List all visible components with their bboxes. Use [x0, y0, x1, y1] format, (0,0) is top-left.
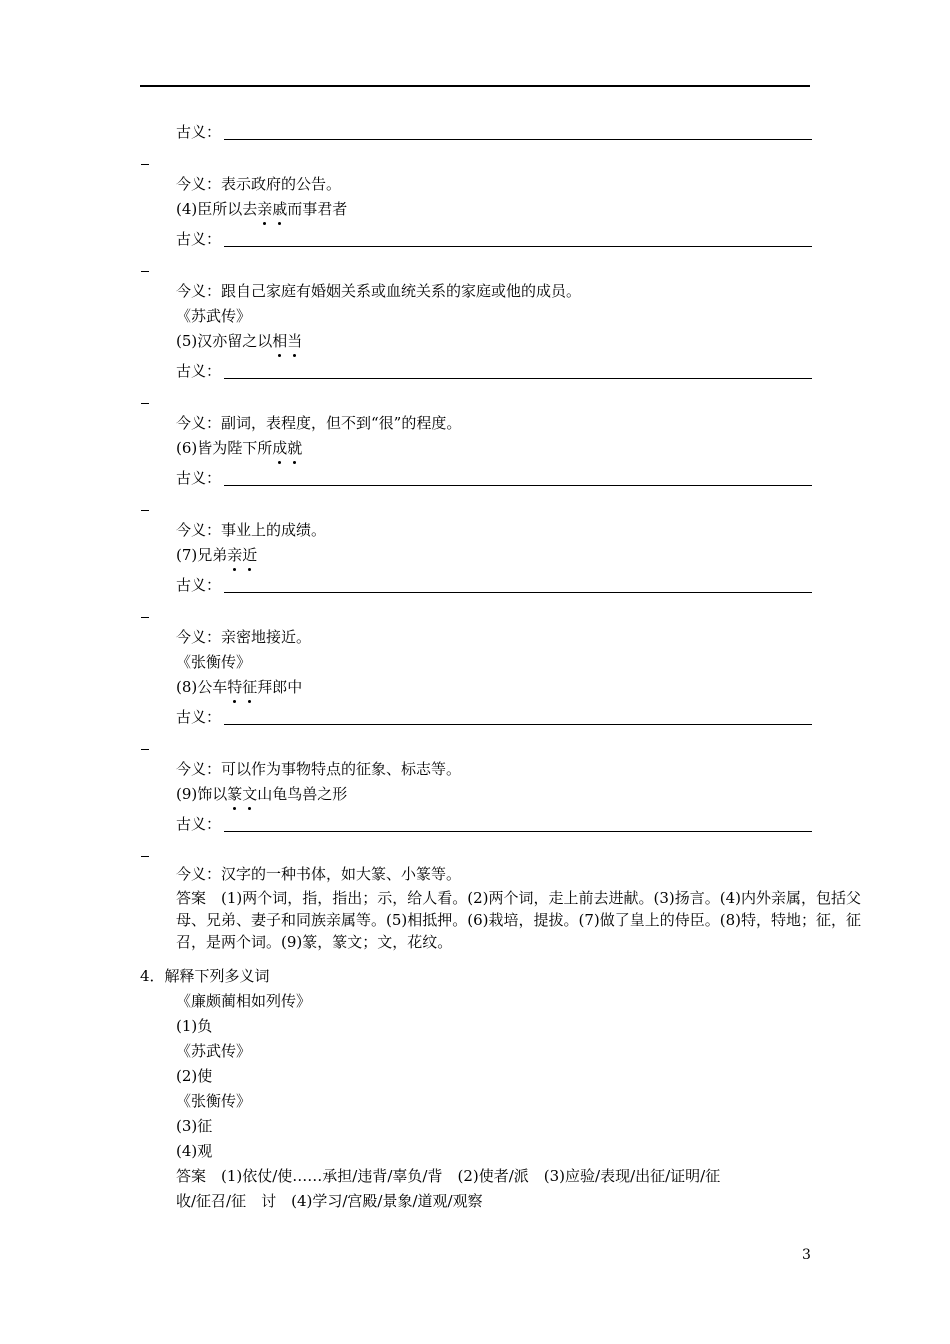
gu-yi-label: 古义：	[176, 469, 222, 487]
emphasized-char: 征	[242, 678, 258, 696]
emphasized-char: 近	[242, 546, 258, 564]
gu-yi-label: 古义：	[176, 230, 222, 248]
answer-blank[interactable]	[224, 139, 812, 140]
dash-mark	[141, 271, 149, 272]
emphasized-char: 成	[272, 439, 288, 457]
answer-blank[interactable]	[224, 724, 812, 725]
answer-blank[interactable]	[224, 485, 812, 486]
source-title: 《张衡传》	[176, 653, 252, 671]
gu-yi-row	[176, 229, 812, 249]
emphasized-char: 特	[227, 678, 243, 696]
gu-yi-label: 古义：	[176, 576, 222, 594]
answer-line: 答案 (1)依仗/使……承担/违背/辜负/背 (2)使者/派 (3)应验/表现/出征/证明/征	[176, 1167, 721, 1185]
jin-yi-text: 今义：可以作为事物特点的征象、标志等。	[176, 760, 462, 778]
word-item: (2)使	[176, 1067, 213, 1085]
jin-yi-text: 今义：亲密地接近。	[176, 628, 312, 646]
dash-mark	[141, 856, 149, 857]
dash-mark	[141, 164, 149, 165]
word-item: (3)征	[176, 1117, 213, 1135]
gu-yi-row	[176, 361, 812, 381]
question-item: (5)汉亦留之以相当	[176, 332, 303, 350]
gu-yi-label: 古义：	[176, 815, 222, 833]
gu-yi-row	[176, 122, 812, 142]
header-rule	[140, 85, 810, 87]
question-item: (8)公车特征拜郎中	[176, 678, 303, 696]
dash-mark	[141, 749, 149, 750]
answer-line: 收/征召/征 讨 (4)学习/宫殿/景象/道观/观察	[176, 1192, 483, 1210]
answer-paragraph: 答案 (1)两个词，指，指出；示，给人看。(2)两个词，走上前去进献。(3)扬言。(4)内外亲属，包括父母、兄弟、妻子和同族亲属等。(5)相抵押。(6)栽培，提拔。(7)做了皇上的侍臣。(8)特，特地；征，征召，是两个词。(9)篆，篆文；文，花纹。	[176, 889, 861, 951]
gu-yi-row	[176, 814, 812, 834]
emphasized-char: 亲	[257, 200, 273, 218]
jin-yi-text: 今义：副词，表程度，但不到“很”的程度。	[176, 414, 462, 432]
answer-blank[interactable]	[224, 592, 812, 593]
answer-blank[interactable]	[224, 831, 812, 832]
emphasized-char: 文	[242, 785, 258, 803]
question-item: (7)兄弟亲近	[176, 546, 258, 564]
source-title: 《苏武传》	[176, 1042, 252, 1060]
word-item: (1)负	[176, 1017, 213, 1035]
gu-yi-label: 古义：	[176, 123, 222, 141]
gu-yi-row	[176, 468, 812, 488]
dash-mark	[141, 617, 149, 618]
emphasized-char: 戚	[272, 200, 288, 218]
question-heading: 4．解释下列多义词	[140, 967, 270, 985]
emphasized-char: 亲	[227, 546, 243, 564]
source-title: 《苏武传》	[176, 307, 252, 325]
gu-yi-row	[176, 575, 812, 595]
jin-yi-text: 今义：事业上的成绩。	[176, 521, 327, 539]
emphasized-char: 相	[272, 332, 288, 350]
word-item: (4)观	[176, 1142, 213, 1160]
gu-yi-label: 古义：	[176, 708, 222, 726]
jin-yi-text: 今义：表示政府的公告。	[176, 175, 342, 193]
question-item: (4)臣所以去亲戚而事君者	[176, 200, 348, 218]
emphasized-char: 就	[287, 439, 303, 457]
dash-mark	[141, 403, 149, 404]
gu-yi-label: 古义：	[176, 362, 222, 380]
jin-yi-text: 今义：汉字的一种书体，如大篆、小篆等。	[176, 865, 462, 883]
answer-blank[interactable]	[224, 246, 812, 247]
emphasized-char: 当	[287, 332, 303, 350]
dash-mark	[141, 510, 149, 511]
answer-blank[interactable]	[224, 378, 812, 379]
emphasized-char: 篆	[227, 785, 243, 803]
question-item: (9)饰以篆文山龟鸟兽之形	[176, 785, 348, 803]
jin-yi-text: 今义：跟自己家庭有婚姻关系或血统关系的家庭或他的成员。	[176, 282, 582, 300]
gu-yi-row	[176, 707, 812, 727]
source-title: 《张衡传》	[176, 1092, 252, 1110]
source-title: 《廉颇蔺相如列传》	[176, 992, 312, 1010]
page-number: 3	[802, 1247, 811, 1263]
question-item: (6)皆为陛下所成就	[176, 439, 303, 457]
